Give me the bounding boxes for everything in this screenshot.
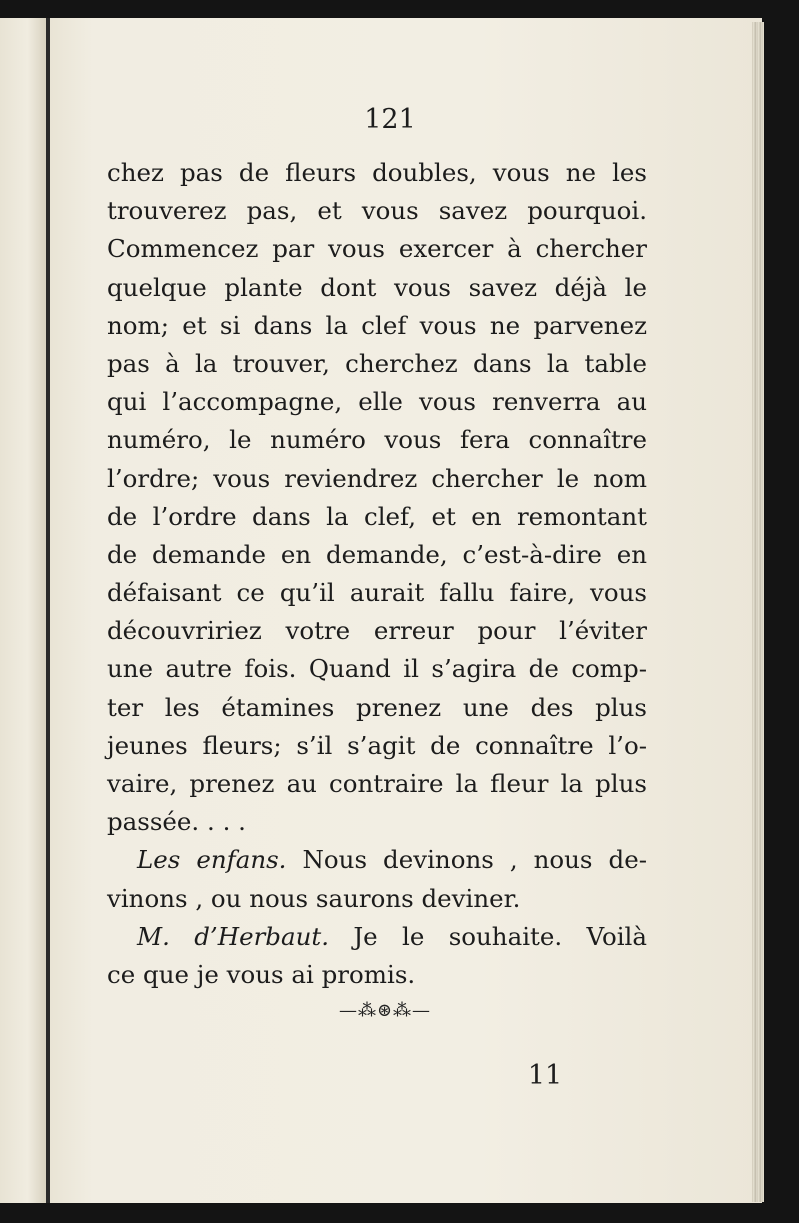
text-line: vaire, prenez au contraire la fleur la plus [107,769,647,798]
text-line: une autre fois. Quand il s’agira de comp- [107,654,647,684]
ornament-divider: —⁂⊛⁂— [338,1000,432,1021]
body-text [107,154,647,994]
speaker-name: Les enfans. [137,845,287,875]
speaker-name: M. d’Herbaut. [137,921,329,951]
text-line: trouverez pas, et vous savez pourquoi. [107,196,647,226]
page-number: 121 [364,104,416,135]
text-line: ter les étamines prenez une des plus [107,692,647,722]
text-line: de demande en demande, c’est-à-dire en [107,539,647,569]
dialogue-text: Nous devinons , nous de- [286,845,647,875]
text-line: chez pas de fleurs doubles, vous ne les [107,158,647,187]
dialogue-line [107,841,647,879]
dialogue-continuation: ce que je vous ai promis. [107,959,416,989]
signature-mark: 11 [527,1060,563,1091]
dialogue-continuation: vinons , ou nous saurons deviner. [107,883,521,913]
text-line: passée. . . . [107,807,246,837]
page-stack-edge [752,22,764,1202]
left-page-edge [0,18,46,1203]
text-line: jeunes fleurs; s’il s’agit de connaître l’o- [107,730,647,760]
text-line: défaisant ce qu’il aurait fallu faire, vous [107,578,647,608]
dialogue-text: Je le souhaite. Voilà [328,921,647,951]
text-line: découvririez votre erreur pour l’éviter [107,616,647,646]
text-line: numéro, le numéro vous fera connaître [107,425,647,455]
text-line: pas à la trouver, cherchez dans la table [107,348,647,378]
text-line: qui l’accompagne, elle vous renverra au [107,387,647,417]
text-line: nom; et si dans la clef vous ne parvenez [107,310,647,340]
text-line: Commencez par vous exercer à chercher [107,234,647,264]
dialogue-line [107,918,647,956]
text-line: quelque plante dont vous savez déjà le [107,272,647,302]
text-line: l’ordre; vous reviendrez chercher le nom [107,463,647,493]
text-line: de l’ordre dans la clef, et en remontant [107,501,647,531]
